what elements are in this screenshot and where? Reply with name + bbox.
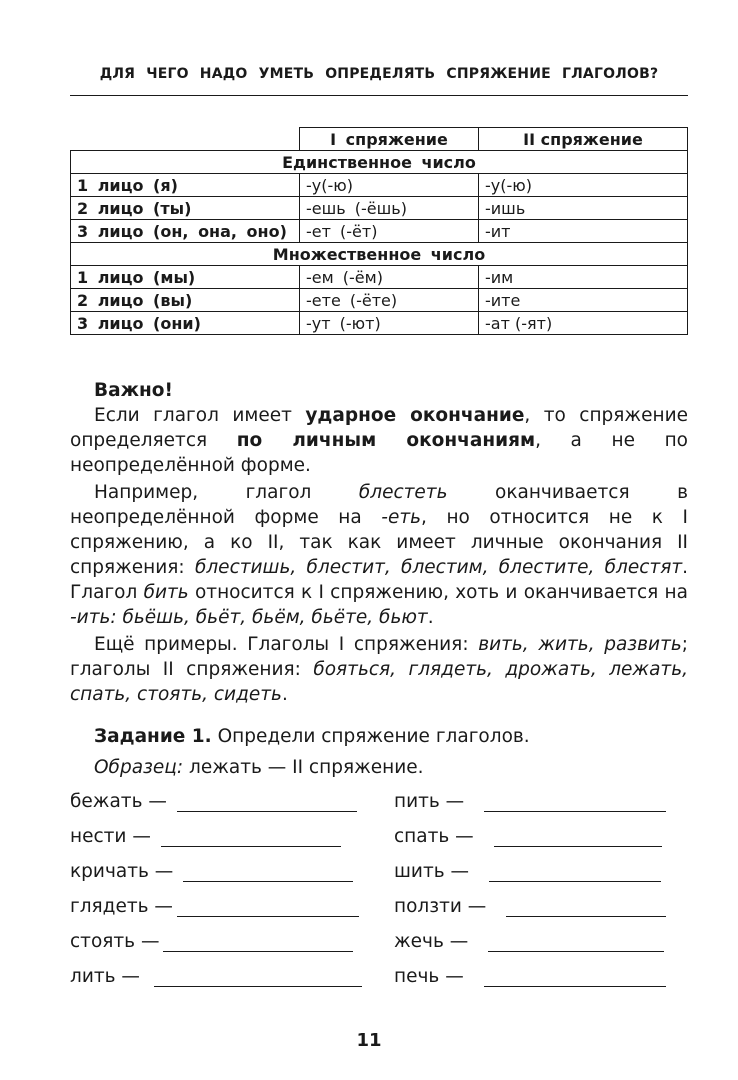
exercise-item-right: пить — xyxy=(394,791,666,812)
important-note xyxy=(70,378,688,707)
col-header-first-conjugation: I спряжение xyxy=(300,128,479,151)
exercise-row xyxy=(70,962,688,997)
answer-blank[interactable] xyxy=(489,863,661,882)
table-row xyxy=(71,289,688,312)
exercise-item-right: спать — xyxy=(394,826,662,847)
second-conj-ending: -ишь xyxy=(479,197,688,220)
person-cell: 1 лицо (мы) xyxy=(71,266,300,289)
important-heading: Важно! xyxy=(94,380,173,401)
header-rule xyxy=(70,95,688,96)
answer-blank[interactable] xyxy=(154,968,362,987)
answer-blank[interactable] xyxy=(177,898,359,917)
exercise-item-left: кричать — xyxy=(70,861,353,882)
exercise-item-right: жечь — xyxy=(394,931,664,952)
first-conj-ending: -ешь (-ёшь) xyxy=(300,197,479,220)
exercise-grid xyxy=(70,787,688,997)
conjugation-table xyxy=(70,127,688,335)
exercise-item-right: шить — xyxy=(394,861,661,882)
exercise-row xyxy=(70,787,688,822)
section-singular-label: Единственное число xyxy=(71,151,688,174)
exercise-row xyxy=(70,822,688,857)
answer-blank[interactable] xyxy=(506,898,666,917)
person-cell: 3 лицо (они) xyxy=(71,312,300,335)
exercise-item-right: ползти — xyxy=(394,896,666,917)
task-1 xyxy=(94,724,530,780)
important-paragraph-2: Например, глагол блестеть оканчивается в неопределённой форме на -еть, но относится не к I спряжению, а ко II, так как имеет личные окончания II спряжения: блестишь, блестит, блестим, блестите, блестят. Глагол бить относится к I спряжению, хоть и оканчивается на -ить: бьёшь, бьёт, бьём, бьёте, бьют. xyxy=(70,482,688,628)
col-header-second-conjugation: II спряжение xyxy=(479,128,688,151)
exercise-row xyxy=(70,892,688,927)
table-corner-cell xyxy=(71,128,300,151)
person-cell: 1 лицо (я) xyxy=(71,174,300,197)
person-cell: 3 лицо (он, она, оно) xyxy=(71,220,300,243)
table-header-row xyxy=(71,128,688,151)
table-row xyxy=(71,174,688,197)
important-paragraph-1: Если глагол имеет ударное окончание, то спряжение определяется по личным окончаниям, а не по неопределённой форме. xyxy=(70,405,688,476)
answer-blank[interactable] xyxy=(494,828,662,847)
task-instruction: Задание 1. Определи спряжение глаголов. xyxy=(94,726,530,747)
second-conj-ending: -ит xyxy=(479,220,688,243)
person-cell: 2 лицо (вы) xyxy=(71,289,300,312)
page-header-title: ДЛЯ ЧЕГО НАДО УМЕТЬ ОПРЕДЕЛЯТЬ СПРЯЖЕНИЕ ГЛАГОЛОВ? xyxy=(99,66,659,82)
exercise-item-left: нести — xyxy=(70,826,341,847)
exercise-row xyxy=(70,857,688,892)
exercise-item-left: бежать — xyxy=(70,791,357,812)
table-row xyxy=(71,220,688,243)
first-conj-ending: -ете (-ёте) xyxy=(300,289,479,312)
second-conj-ending: -у(-ю) xyxy=(479,174,688,197)
exercise-item-left: глядеть — xyxy=(70,896,359,917)
second-conj-ending: -им xyxy=(479,266,688,289)
table-row xyxy=(71,266,688,289)
second-conj-ending: -ите xyxy=(479,289,688,312)
exercise-row xyxy=(70,927,688,962)
important-paragraph-3: Ещё примеры. Глаголы I спряжения: вить, жить, развить; глаголы II спряжения: бояться, глядеть, дрожать, лежать, спать, стоять, сидеть. xyxy=(70,634,688,705)
exercise-item-right: печь — xyxy=(394,966,666,987)
section-row-plural xyxy=(71,243,688,266)
first-conj-ending: -у(-ю) xyxy=(300,174,479,197)
answer-blank[interactable] xyxy=(177,793,357,812)
answer-blank[interactable] xyxy=(484,968,666,987)
answer-blank[interactable] xyxy=(163,933,353,952)
person-cell: 2 лицо (ты) xyxy=(71,197,300,220)
table-row xyxy=(71,197,688,220)
second-conj-ending: -ат (-ят) xyxy=(479,312,688,335)
first-conj-ending: -ут (-ют) xyxy=(300,312,479,335)
exercise-item-left: лить — xyxy=(70,966,362,987)
answer-blank[interactable] xyxy=(488,933,664,952)
page-number: 11 xyxy=(356,1030,382,1051)
first-conj-ending: -ет (-ёт) xyxy=(300,220,479,243)
answer-blank[interactable] xyxy=(161,828,341,847)
section-plural-label: Множественное число xyxy=(71,243,688,266)
task-label: Задание 1. xyxy=(94,726,212,747)
table-row xyxy=(71,312,688,335)
exercise-item-left: стоять — xyxy=(70,931,353,952)
answer-blank[interactable] xyxy=(484,793,666,812)
section-row-singular xyxy=(71,151,688,174)
task-sample: Образец: лежать — II спряжение. xyxy=(94,757,424,778)
first-conj-ending: -ем (-ём) xyxy=(300,266,479,289)
answer-blank[interactable] xyxy=(183,863,353,882)
